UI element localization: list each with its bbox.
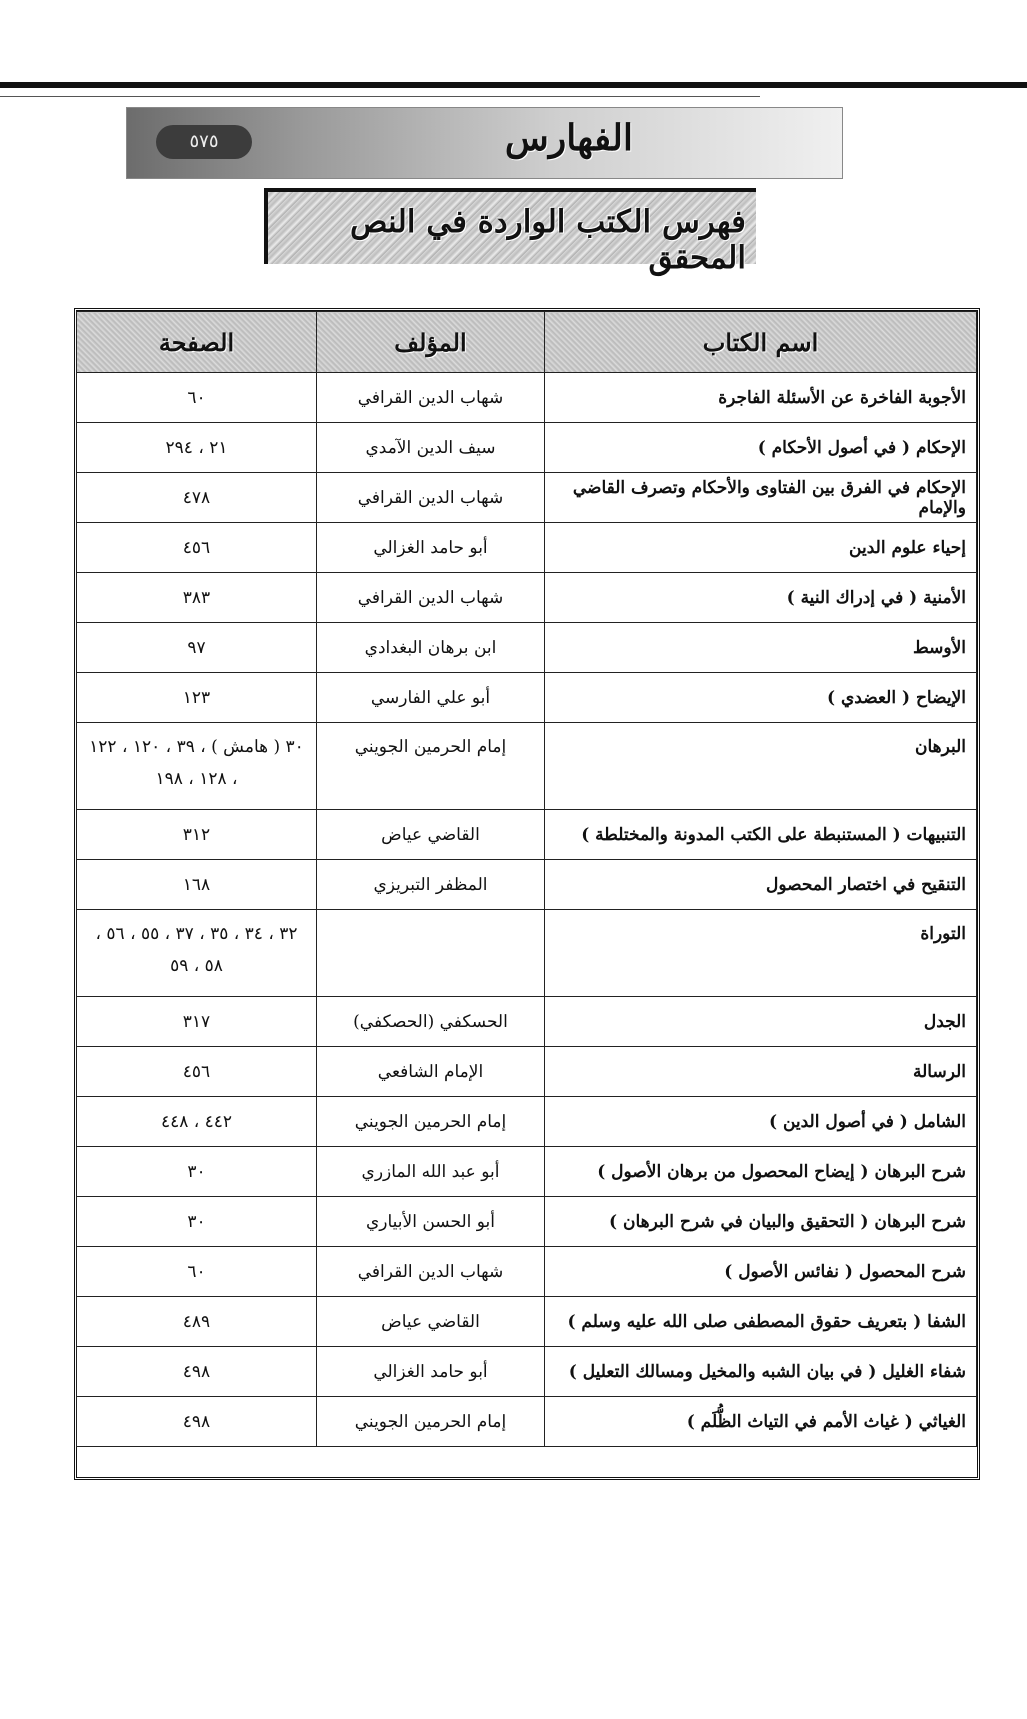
subtitle-banner (264, 188, 756, 276)
table-row (77, 1397, 977, 1447)
book-pages: ١٦٨ (77, 860, 317, 910)
book-author: أبو حامد الغزالي (317, 1347, 545, 1397)
table-row (77, 1297, 977, 1347)
book-author: أبو عبد الله المازري (317, 1147, 545, 1197)
book-author: أبو حامد الغزالي (317, 523, 545, 573)
book-title: الشامل ( في أصول الدين ) (545, 1097, 977, 1147)
book-author: شهاب الدين القرافي (317, 573, 545, 623)
book-pages: ٣١٧ (77, 997, 317, 1047)
page-number-badge: ٥٧٥ (156, 125, 252, 159)
book-author: القاضي عياض (317, 1297, 545, 1347)
book-title: الشفا ( بتعريف حقوق المصطفى صلى الله عليه وسلم ) (545, 1297, 977, 1347)
book-pages: ٦٠ (77, 373, 317, 423)
table-row (77, 473, 977, 523)
book-author: ابن برهان البغدادي (317, 623, 545, 673)
book-title: الجدل (545, 997, 977, 1047)
table-row (77, 1347, 977, 1397)
book-author: شهاب الدين القرافي (317, 373, 545, 423)
book-author (317, 910, 545, 997)
book-pages: ١٢٣ (77, 673, 317, 723)
book-pages: ٣٠ (77, 1197, 317, 1247)
table-row (77, 373, 977, 423)
table-row (77, 1147, 977, 1197)
table-row (77, 723, 977, 810)
book-pages: ٣٨٣ (77, 573, 317, 623)
book-pages: ٤٥٦ (77, 523, 317, 573)
table-row (77, 1197, 977, 1247)
table-row (77, 623, 977, 673)
book-pages: ٢١ ، ٢٩٤ (77, 423, 317, 473)
book-title: إحياء علوم الدين (545, 523, 977, 573)
book-pages: ٤٨٩ (77, 1297, 317, 1347)
book-pages: ٤٧٨ (77, 473, 317, 523)
book-title: شرح البرهان ( إيضاح المحصول من برهان الأصول ) (545, 1147, 977, 1197)
book-author: إمام الحرمين الجويني (317, 723, 545, 810)
book-author: أبو علي الفارسي (317, 673, 545, 723)
book-title: الأوسط (545, 623, 977, 673)
table-row (77, 810, 977, 860)
book-title: التنقيح في اختصار المحصول (545, 860, 977, 910)
book-title: التوراة (545, 910, 977, 997)
table-row (77, 997, 977, 1047)
book-author: شهاب الدين القرافي (317, 1247, 545, 1297)
books-index-table (76, 311, 977, 1447)
book-title: الأجوبة الفاخرة عن الأسئلة الفاجرة (545, 373, 977, 423)
book-author: القاضي عياض (317, 810, 545, 860)
book-author: إمام الحرمين الجويني (317, 1397, 545, 1447)
table-row (77, 860, 977, 910)
book-pages: ٣٠ ( هامش ) ، ٣٩ ، ١٢٠ ، ١٢٢ ، ١٢٨ ، ١٩٨ (77, 723, 317, 810)
book-title: الرسالة (545, 1047, 977, 1097)
table-row (77, 1097, 977, 1147)
book-title: الغياثي ( غياث الأمم في التياث الظُّلَم ) (545, 1397, 977, 1447)
header-page: الصفحة (77, 312, 317, 373)
book-pages: ٣٢ ، ٣٤ ، ٣٥ ، ٣٧ ، ٥٥ ، ٥٦ ، ٥٨ ، ٥٩ (77, 910, 317, 997)
book-pages: ٩٧ (77, 623, 317, 673)
book-pages: ٣٠ (77, 1147, 317, 1197)
book-title: شرح البرهان ( التحقيق والبيان في شرح البرهان ) (545, 1197, 977, 1247)
header-title: الفهارس (504, 117, 633, 159)
book-pages: ٤٩٨ (77, 1397, 317, 1447)
header-banner (126, 107, 843, 179)
table-header-row (77, 312, 977, 373)
book-pages: ٦٠ (77, 1247, 317, 1297)
book-title: شفاء الغليل ( في بيان الشبه والمخيل ومسالك التعليل ) (545, 1347, 977, 1397)
table-row (77, 910, 977, 997)
book-title: شرح المحصول ( نفائس الأصول ) (545, 1247, 977, 1297)
book-author: إمام الحرمين الجويني (317, 1097, 545, 1147)
book-title: الإيضاح ( العضدي ) (545, 673, 977, 723)
book-author: سيف الدين الآمدي (317, 423, 545, 473)
top-rule (0, 82, 1027, 88)
book-pages: ٤٥٦ (77, 1047, 317, 1097)
book-title: الإحكام في الفرق بين الفتاوى والأحكام وتصرف القاضي والإمام (545, 473, 977, 523)
books-index-table-frame (74, 308, 980, 1480)
book-pages: ٤٩٨ (77, 1347, 317, 1397)
subtitle-text: فهرس الكتب الواردة في النص المحقق (350, 204, 746, 276)
table-row (77, 1047, 977, 1097)
book-author: شهاب الدين القرافي (317, 473, 545, 523)
header-book: اسم الكتاب (545, 312, 977, 373)
book-author: الحسكفي (الحصكفي) (317, 997, 545, 1047)
book-pages: ٤٤٢ ، ٤٤٨ (77, 1097, 317, 1147)
book-title: التنبيهات ( المستنبطة على الكتب المدونة والمختلطة ) (545, 810, 977, 860)
table-row (77, 523, 977, 573)
top-thin-rule (0, 96, 760, 97)
book-title: الأمنية ( في إدراك النية ) (545, 573, 977, 623)
table-row (77, 1247, 977, 1297)
book-pages: ٣١٢ (77, 810, 317, 860)
book-author: المظفر التبريزي (317, 860, 545, 910)
table-row (77, 423, 977, 473)
book-author: أبو الحسن الأبياري (317, 1197, 545, 1247)
table-row (77, 573, 977, 623)
book-title: الإحكام ( في أصول الأحكام ) (545, 423, 977, 473)
book-title: البرهان (545, 723, 977, 810)
table-row (77, 673, 977, 723)
book-author: الإمام الشافعي (317, 1047, 545, 1097)
header-author: المؤلف (317, 312, 545, 373)
